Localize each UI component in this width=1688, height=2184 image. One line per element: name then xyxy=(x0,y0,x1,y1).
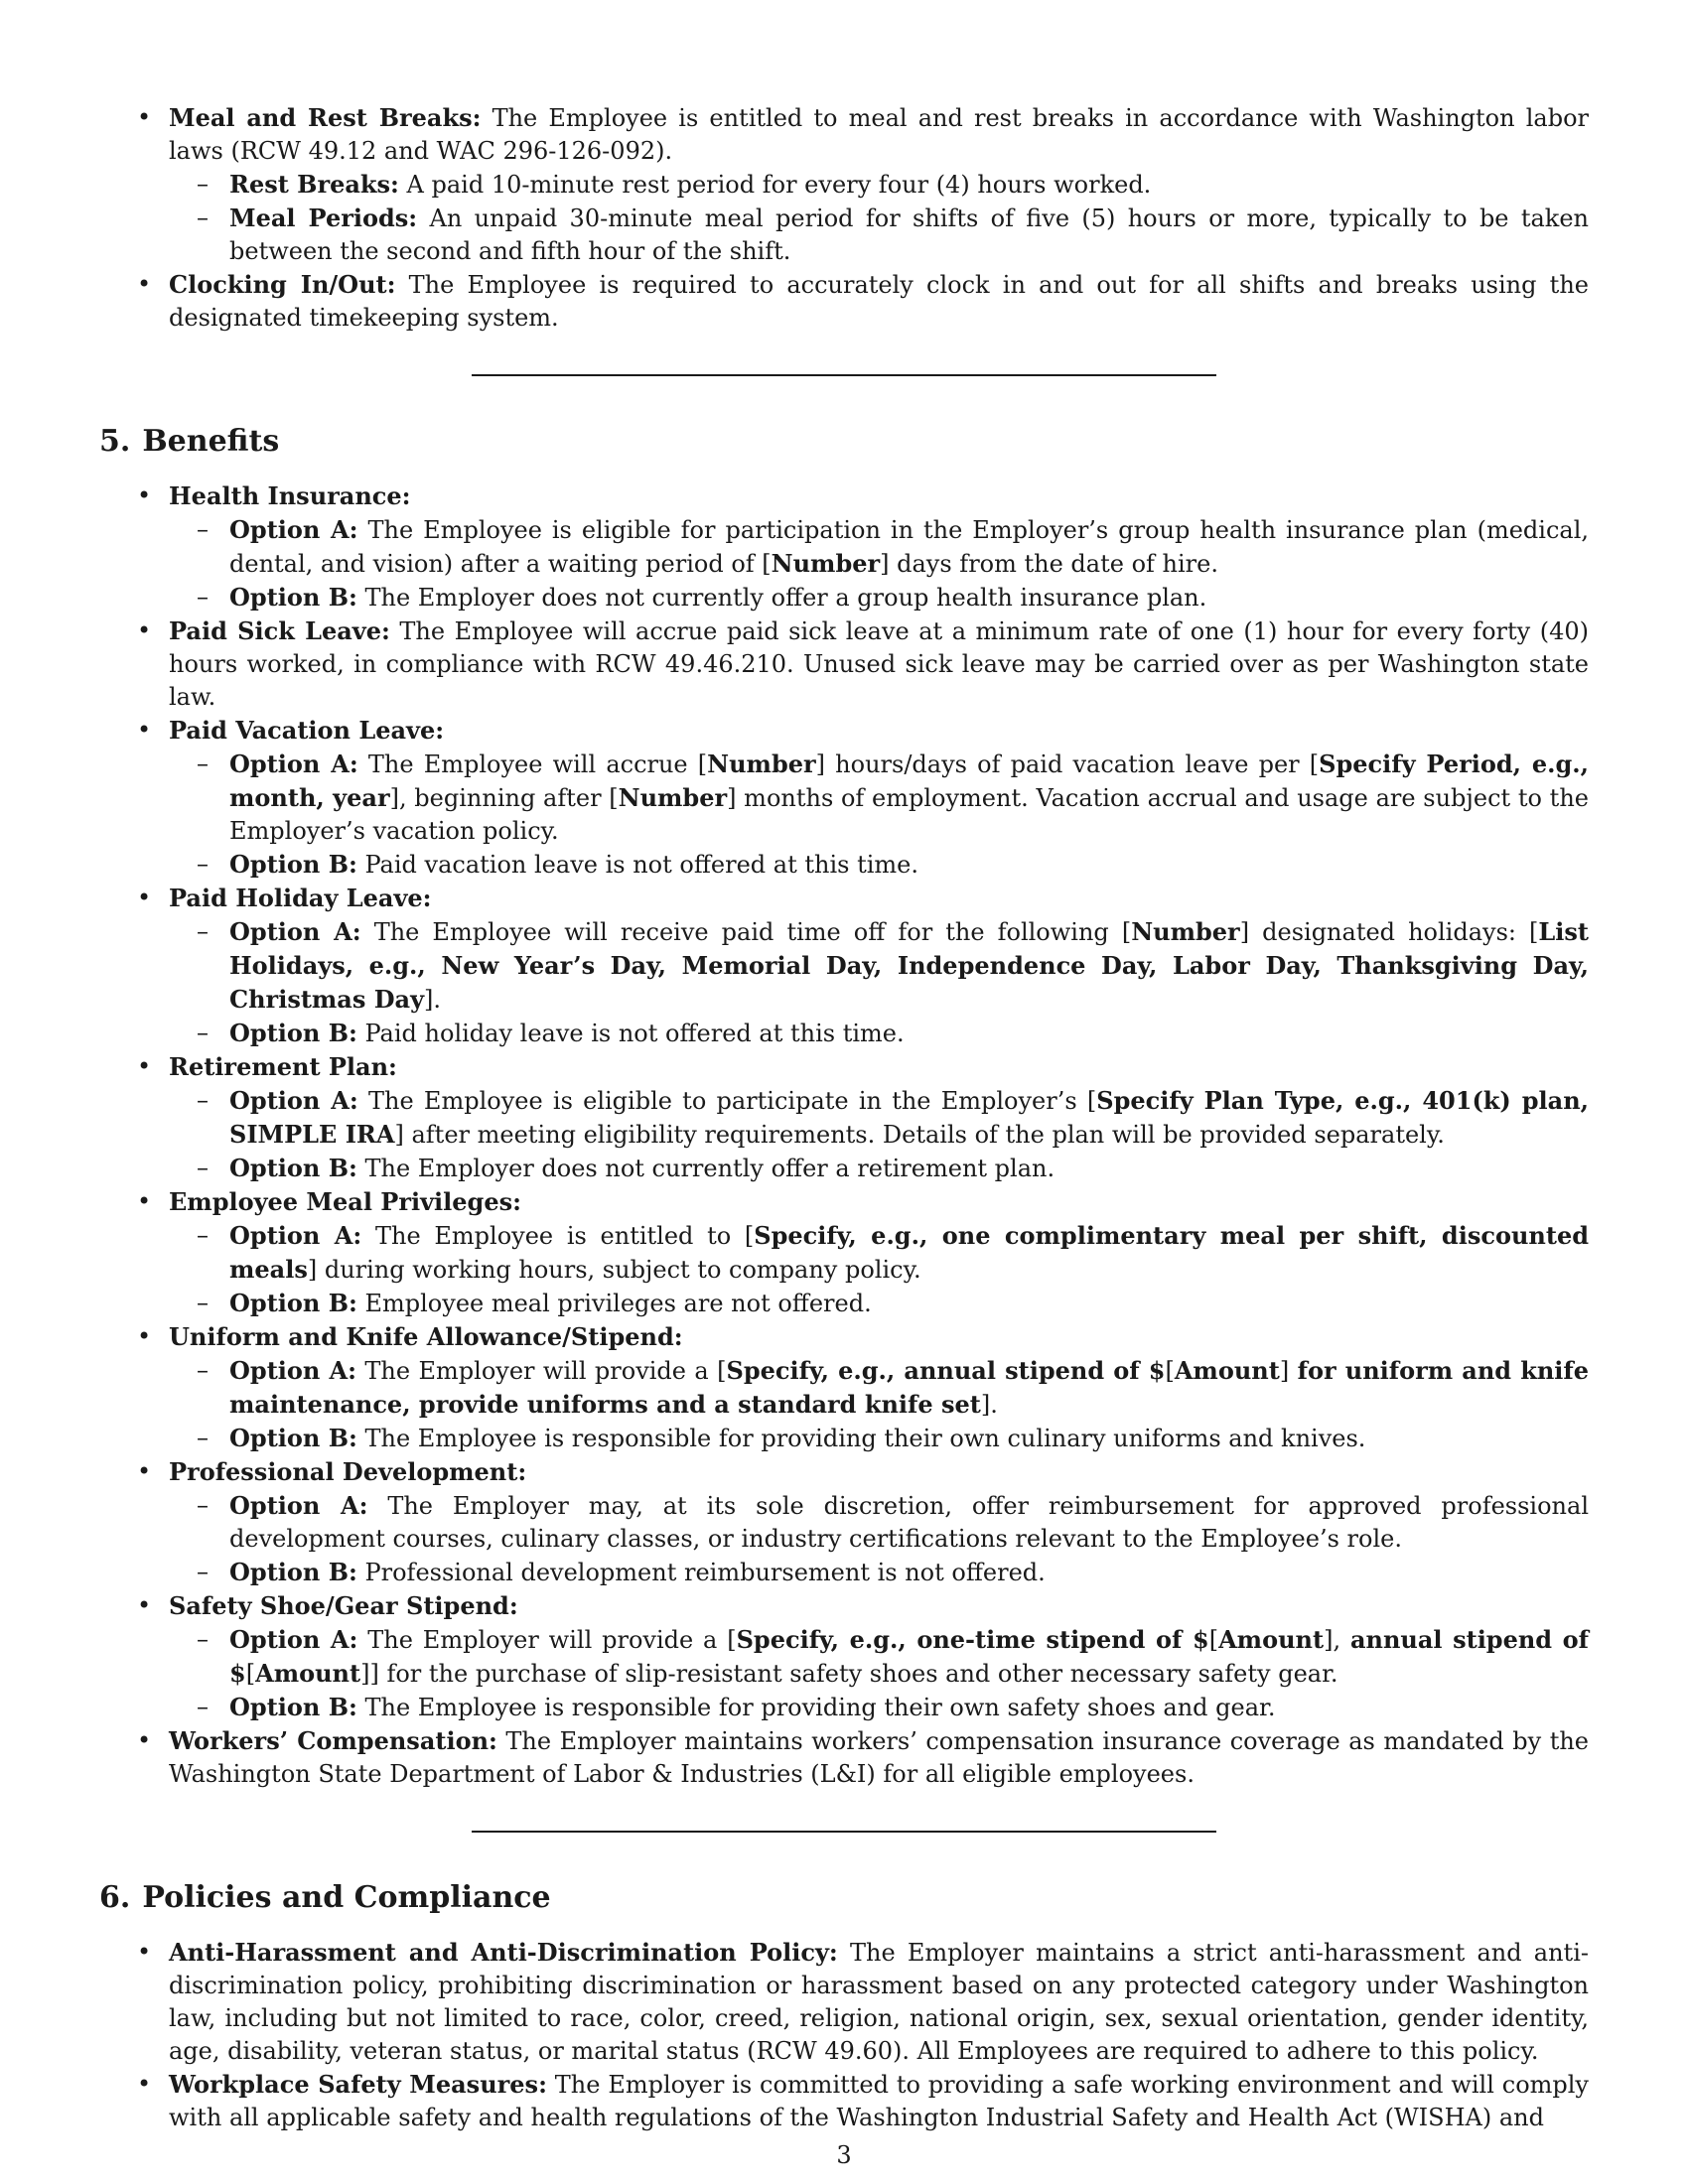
option-label: Option B: xyxy=(229,1154,357,1182)
dash-icon: – xyxy=(197,1289,209,1316)
bullet-icon: • xyxy=(137,103,152,131)
placeholder-text: Amount xyxy=(1218,1625,1325,1654)
item-label: Paid Holiday Leave: xyxy=(169,884,432,912)
item-label: Workplace Safety Measures: xyxy=(169,2070,547,2099)
sub-list-item xyxy=(169,1623,1589,1691)
dash-icon: – xyxy=(197,170,209,198)
item-text: ]. xyxy=(424,986,442,1014)
option-label: Option B: xyxy=(229,1424,357,1452)
option-label: Option A: xyxy=(229,515,358,544)
dash-icon: – xyxy=(197,1424,209,1451)
section-divider xyxy=(472,374,1216,376)
item-text: The Employee is responsible for providing their own culinary uniforms and knives. xyxy=(356,1425,1366,1452)
item-label: Health Insurance: xyxy=(169,481,411,510)
option-label: Option B: xyxy=(229,850,357,879)
placeholder-text: annual stipend of $ xyxy=(229,1625,1590,1688)
item-text: ] during working hours, subject to company policy. xyxy=(307,1256,921,1284)
sub-list-item xyxy=(169,1422,1589,1455)
item-label: Workers’ Compensation: xyxy=(169,1726,497,1755)
dash-icon: – xyxy=(197,1019,209,1046)
bullet-icon: • xyxy=(137,1052,152,1080)
item-label: Clocking In/Out: xyxy=(169,270,396,299)
item-text: ]. xyxy=(980,1391,998,1419)
item-text: The Employee will accrue paid sick leave at a minimum rate of one (1) hour for every forty (40) hours worked, in compliance with RCW 49.46.210. Unused sick leave may be carried over as per Washington state law. xyxy=(169,617,1590,711)
item-text: The Employee is eligible for participation in the Employer’s group health insurance plan (medical, dental, and vision) after a waiting period of [ xyxy=(229,516,1590,578)
sub-list-item xyxy=(169,581,1589,614)
sub-list-item xyxy=(169,915,1589,1017)
item-text: The Employer does not currently offer a group health insurance plan. xyxy=(356,584,1207,612)
item-label: Meal Periods: xyxy=(229,204,418,232)
item-text: The Employer maintains workers’ compensation insurance coverage as mandated by the Washington State Department of Labor & Industries (L&I) for all eligible employees. xyxy=(169,1727,1590,1788)
option-label: Option A: xyxy=(229,1356,356,1385)
sub-list-item xyxy=(169,1691,1589,1724)
option-label: Option A: xyxy=(229,1221,362,1250)
item-label: Safety Shoe/Gear Stipend: xyxy=(169,1591,518,1620)
bullet-icon: • xyxy=(137,716,152,744)
sub-list xyxy=(169,1084,1589,1185)
option-label: Option A: xyxy=(229,750,358,778)
item-label: Paid Vacation Leave: xyxy=(169,716,445,745)
page-content xyxy=(99,101,1589,2134)
bullet-icon: • xyxy=(137,481,152,509)
dash-icon: – xyxy=(197,1693,209,1720)
item-text: The Employer will provide a [ xyxy=(357,1626,737,1654)
bullet-icon: • xyxy=(137,270,152,298)
item-text: The Employer maintains a strict anti-harassment and anti-discrimination policy, prohibiting discrimination or harassment based on any protected category under Washington law, including but not limited to race, color, creed, religion, national origin, sex, sexual orientation, gender identity, age, disability, veteran status, or marital status (RCW 49.60). All Employees are required to adhere to this policy. xyxy=(169,1939,1589,2065)
option-label: Option B: xyxy=(229,1019,357,1047)
sub-list xyxy=(169,915,1589,1050)
list-item-employee-meal-privileges xyxy=(99,1185,1589,1320)
sub-list-item xyxy=(169,848,1589,882)
placeholder-text: Specify Plan Type, e.g., 401(k) plan, SIMPLE IRA xyxy=(229,1086,1589,1149)
item-text: [ xyxy=(1165,1357,1175,1385)
placeholder-text: Specify, e.g., one complimentary meal per shift, discounted meals xyxy=(229,1221,1589,1284)
section-number: 5. xyxy=(99,424,131,459)
item-text: [ xyxy=(1208,1626,1219,1654)
bullet-icon: • xyxy=(137,1457,152,1485)
placeholder-text: Specify, e.g., annual stipend of $ xyxy=(726,1356,1166,1385)
item-text: The Employer is committed to providing a safe working environment and will comply with all applicable safety and health regulations of the Washington Industrial Safety and Health Act (WISHA) and xyxy=(169,2071,1589,2131)
item-text: ]] for the purchase of slip-resistant safety shoes and other necessary safety gear. xyxy=(360,1660,1338,1688)
placeholder-text: Specify, e.g., one-time stipend of $ xyxy=(736,1625,1209,1654)
item-label: Anti-Harassment and Anti-Discrimination Policy: xyxy=(169,1938,838,1967)
list-item-paid-vacation-leave xyxy=(99,714,1589,882)
option-label: Option B: xyxy=(229,1289,357,1317)
sub-list-item xyxy=(169,1219,1589,1287)
section-divider xyxy=(472,1831,1216,1833)
dash-icon: – xyxy=(197,1154,209,1181)
item-text: Professional development reimbursement is not offered. xyxy=(356,1559,1046,1586)
option-label: Option B: xyxy=(229,1693,357,1721)
dash-icon: – xyxy=(197,1625,209,1653)
item-text: Paid holiday leave is not offered at this time. xyxy=(356,1020,905,1047)
option-label: Option B: xyxy=(229,583,357,612)
item-text: The Employee will accrue [ xyxy=(357,751,708,778)
bullet-icon: • xyxy=(137,616,152,644)
item-text: An unpaid 30-minute meal period for shifts of five (5) hours or more, typically to be taken between the second and fifth hour of the shift. xyxy=(229,205,1590,265)
section-heading-benefits xyxy=(99,424,1589,460)
list-item xyxy=(99,101,1589,268)
placeholder-text: Number xyxy=(771,549,881,578)
sub-list-item xyxy=(169,1084,1589,1152)
list-item-anti-harassment xyxy=(99,1936,1589,2068)
dash-icon: – xyxy=(197,750,209,777)
item-text: Paid vacation leave is not offered at this time. xyxy=(356,851,918,879)
sub-list-item xyxy=(169,202,1589,268)
item-text: ] months of employment. Vacation accrual and usage are subject to the Employer’s vacation policy. xyxy=(229,784,1589,845)
item-label: Meal and Rest Breaks: xyxy=(169,103,482,132)
item-label: Retirement Plan: xyxy=(169,1052,397,1081)
sub-list-item xyxy=(169,1489,1589,1556)
sub-list xyxy=(169,513,1589,614)
placeholder-text: Specify Period, e.g., month, year xyxy=(229,750,1590,812)
breaks-list xyxy=(99,101,1589,335)
item-text: The Employee is responsible for providing their own safety shoes and gear. xyxy=(356,1694,1276,1721)
section-title: Benefits xyxy=(142,424,280,459)
bullet-icon: • xyxy=(137,1938,152,1966)
item-text: [ xyxy=(245,1660,256,1688)
bullet-icon: • xyxy=(137,1187,152,1215)
sub-list xyxy=(169,1623,1589,1724)
section-heading-policies xyxy=(99,1880,1589,1916)
item-text: ], xyxy=(1324,1626,1350,1654)
placeholder-text: Amount xyxy=(1174,1356,1280,1385)
dash-icon: – xyxy=(197,850,209,878)
option-label: Option A: xyxy=(229,1625,358,1654)
sub-list xyxy=(169,748,1589,882)
item-label: Paid Sick Leave: xyxy=(169,616,390,645)
item-text: ] hours/days of paid vacation leave per [ xyxy=(815,751,1320,778)
item-text: ], beginning after [ xyxy=(389,784,619,812)
list-item xyxy=(99,268,1589,335)
item-text: Employee meal privileges are not offered. xyxy=(356,1290,872,1317)
benefits-list xyxy=(99,479,1589,1791)
sub-list-item xyxy=(169,513,1589,581)
section-title: Policies and Compliance xyxy=(142,1880,551,1915)
option-label: Option A: xyxy=(229,1491,368,1520)
item-label: Professional Development: xyxy=(169,1457,527,1486)
item-text: The Employee is eligible to participate in the Employer’s [ xyxy=(357,1087,1097,1115)
item-text: ] xyxy=(1279,1357,1298,1385)
bullet-icon: • xyxy=(137,2070,152,2098)
sub-list xyxy=(169,1489,1589,1589)
item-label: Rest Breaks: xyxy=(229,170,399,199)
list-item-professional-development xyxy=(99,1455,1589,1589)
placeholder-text: Amount xyxy=(255,1659,361,1688)
sub-list-item xyxy=(169,1017,1589,1050)
placeholder-text: Number xyxy=(618,783,728,812)
bullet-icon: • xyxy=(137,1322,152,1350)
placeholder-text: List Holidays, e.g., New Year’s Day, Memorial Day, Independence Day, Labor Day, Thanksgiving Day, Christmas Day xyxy=(229,917,1590,1014)
option-label: Option A: xyxy=(229,917,361,946)
section-number: 6. xyxy=(99,1880,131,1915)
list-item-safety-gear-stipend xyxy=(99,1589,1589,1724)
dash-icon: – xyxy=(197,1558,209,1585)
list-item-workplace-safety xyxy=(99,2068,1589,2134)
dash-icon: – xyxy=(197,1356,209,1384)
item-label: Uniform and Knife Allowance/Stipend: xyxy=(169,1322,683,1351)
list-item-workers-compensation xyxy=(99,1724,1589,1791)
item-label: Employee Meal Privileges: xyxy=(169,1187,521,1216)
dash-icon: – xyxy=(197,1221,209,1249)
sub-list-item xyxy=(169,1287,1589,1320)
placeholder-text: Number xyxy=(1131,917,1240,946)
sub-list-item xyxy=(169,748,1589,848)
sub-list-item xyxy=(169,1556,1589,1589)
item-text: The Employee will receive paid time off for the following [ xyxy=(360,918,1132,946)
sub-list xyxy=(169,1219,1589,1320)
placeholder-text: Number xyxy=(707,750,816,778)
policies-list xyxy=(99,1936,1589,2134)
item-text: ] days from the date of hire. xyxy=(880,550,1218,578)
option-label: Option A: xyxy=(229,1086,358,1115)
item-text: A paid 10-minute rest period for every four (4) hours worked. xyxy=(398,171,1152,199)
bullet-icon: • xyxy=(137,884,152,911)
sub-list xyxy=(169,1354,1589,1455)
item-text: The Employee is entitled to [ xyxy=(361,1222,755,1250)
page-number: 3 xyxy=(836,2141,852,2169)
item-text: ] designated holidays: [ xyxy=(1239,918,1539,946)
sub-list-item xyxy=(169,168,1589,202)
bullet-icon: • xyxy=(137,1591,152,1619)
list-item-health-insurance xyxy=(99,479,1589,614)
dash-icon: – xyxy=(197,515,209,543)
dash-icon: – xyxy=(197,583,209,611)
item-text: The Employee is entitled to meal and rest breaks in accordance with Washington labor laws (RCW 49.12 and WAC 296-126-092). xyxy=(169,104,1589,165)
sub-list-item xyxy=(169,1152,1589,1185)
item-text: ] after meeting eligibility requirements. Details of the plan will be provided separately. xyxy=(394,1121,1445,1149)
list-item-paid-holiday-leave xyxy=(99,882,1589,1050)
list-item-uniform-knife-allowance xyxy=(99,1320,1589,1455)
sub-list xyxy=(169,168,1589,268)
option-label: Option B: xyxy=(229,1558,357,1586)
list-item-paid-sick-leave xyxy=(99,614,1589,714)
list-item-retirement-plan xyxy=(99,1050,1589,1185)
placeholder-text: for uniform and knife maintenance, provide uniforms and a standard knife set xyxy=(229,1356,1590,1419)
dash-icon: – xyxy=(197,1491,209,1519)
sub-list-item xyxy=(169,1354,1589,1422)
item-text: The Employer will provide a [ xyxy=(355,1357,727,1385)
item-text: The Employee is required to accurately clock in and out for all shifts and breaks using the designated timekeeping system. xyxy=(169,271,1589,332)
dash-icon: – xyxy=(197,1086,209,1114)
dash-icon: – xyxy=(197,917,209,945)
item-text: The Employer may, at its sole discretion, offer reimbursement for approved professional development courses, culinary classes, or industry certifications relevant to the Employee’s role. xyxy=(229,1492,1590,1553)
bullet-icon: • xyxy=(137,1726,152,1754)
dash-icon: – xyxy=(197,204,209,231)
item-text: The Employer does not currently offer a retirement plan. xyxy=(356,1155,1055,1182)
